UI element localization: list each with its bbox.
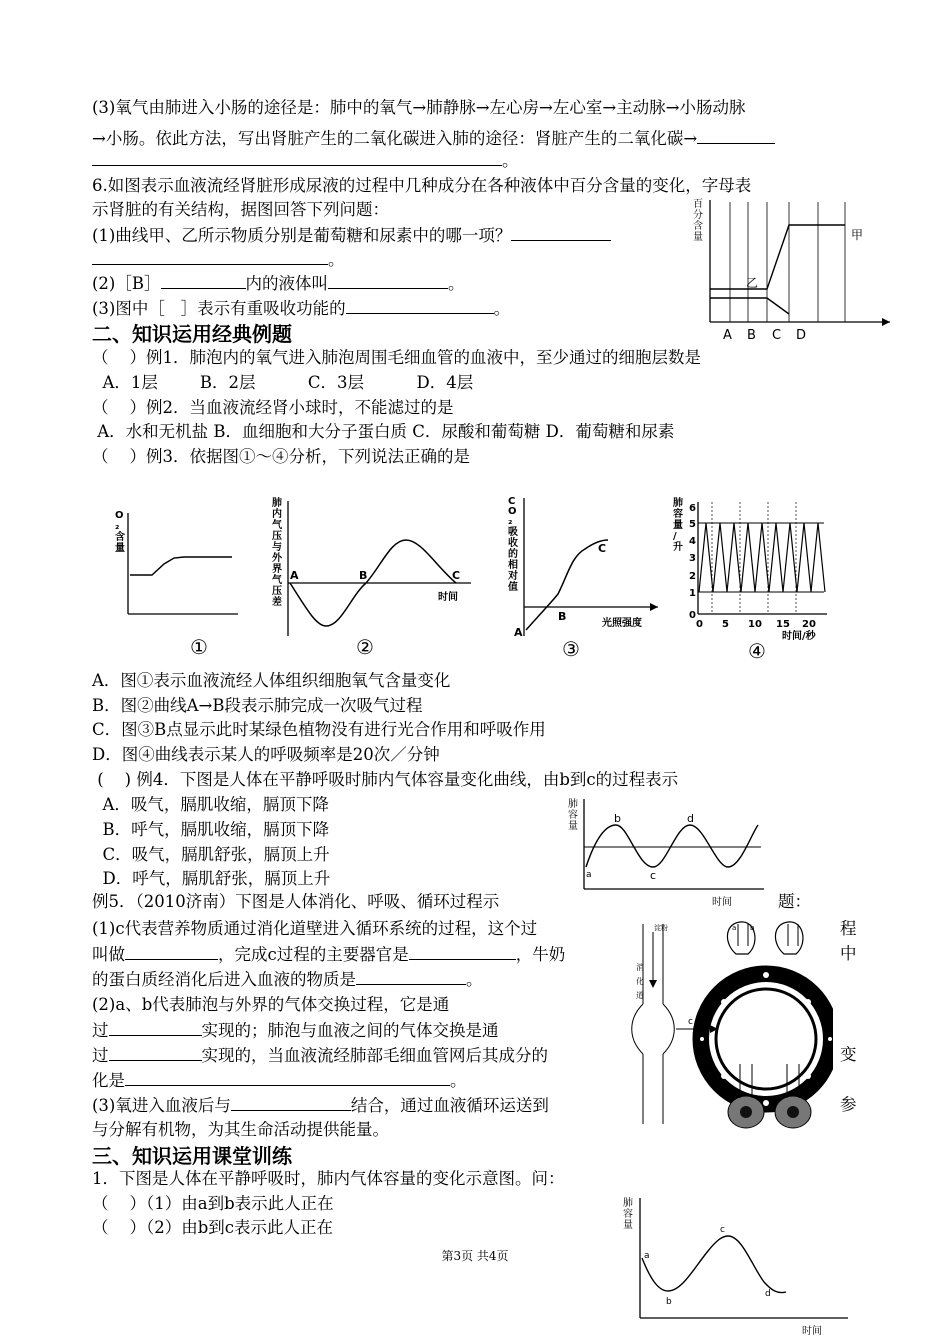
ex5-text: 实现的；肺泡与血液之间的气体交换是通 <box>201 1021 499 1040</box>
train-ylabel: 肺容量 <box>623 1198 633 1231</box>
example-4: ( ) 例4．下图是人体在平静呼吸时肺内气体容量变化曲线，由b到c的过程表示 <box>92 770 679 789</box>
ex5-text: 过 <box>92 1021 109 1040</box>
ex5-label-b: b <box>750 924 755 932</box>
ex5-text: ，完成c过程的主要器官是 <box>218 945 409 964</box>
example-4-option-c: C．吸气，膈肌舒张，膈顶上升 <box>92 845 330 864</box>
example-5-intro-end: 题： <box>778 892 811 911</box>
period: 。 <box>450 1071 467 1090</box>
co2-question-text: →小肠。依此方法，写出肾脏产生的二氧化碳进入肺的途径：肾脏产生的二氧化碳→ <box>92 129 698 148</box>
section-3-heading: 三、知识运用课堂训练 <box>92 1144 292 1168</box>
fig4-ylabel: 肺容量/升 <box>673 498 683 553</box>
figure-3-co2-absorption <box>500 494 660 662</box>
fig2-number: ② <box>356 635 374 659</box>
ex5-label-a: a <box>732 924 737 932</box>
period: 。 <box>328 250 345 269</box>
example-1-options: A．1层 B．2层 C．3层 D．4层 <box>92 373 474 392</box>
fig2-point-a: A <box>290 569 299 582</box>
ex5-tract-label: 消化道 <box>636 963 644 1000</box>
example-1: （ ）例1．肺泡内的氧气进入肺泡周围毛细血管的血液中，至少通过的细胞层数是 <box>92 348 701 367</box>
answer-blank[interactable] <box>356 968 466 985</box>
example-3: （ ）例3．依据图①～④分析，下列说法正确的是 <box>92 447 470 466</box>
example-5-q1b <box>92 943 565 966</box>
q6-sub-3-text: (3)图中［ ］表示有重吸收功能的 <box>92 299 346 318</box>
fig4-xtick: 15 <box>776 619 790 630</box>
answer-blank[interactable] <box>92 248 328 265</box>
example-4-option-a: A．吸气，膈肌收缩，膈顶下降 <box>92 795 329 814</box>
answer-blank[interactable] <box>109 1044 202 1061</box>
example-4-option-b: B．呼气，膈肌收缩，膈顶下降 <box>92 820 330 839</box>
q6-sub-2-text: (2)［B］ <box>92 274 161 293</box>
example-4-option-d: D．呼气，膈肌舒张，膈顶上升 <box>92 869 331 888</box>
ex5-text: 结合，通过血液循环运送到 <box>350 1096 549 1115</box>
fig2-ylabel: 肺内气压与外界气压差 <box>272 498 282 608</box>
fig4-xlabel: 时间/秒 <box>782 631 816 642</box>
period: 。 <box>448 274 465 293</box>
answer-blank[interactable] <box>125 943 218 960</box>
answer-blank[interactable] <box>109 1019 202 1036</box>
fig3-point-c: C <box>598 542 607 555</box>
q6-sub-3 <box>92 297 510 320</box>
kidney-x-B: B <box>747 328 756 343</box>
ex5-label-c: c <box>688 1017 693 1027</box>
fig3-point-a: A <box>514 626 523 639</box>
ex4-point-d: d <box>687 812 694 825</box>
example-5-q1a-r: 程 <box>840 919 857 938</box>
line-co2-question <box>92 127 775 150</box>
kidney-curve-label-a: 甲 <box>851 228 864 242</box>
q6-sub-1-text: (1)曲线甲、乙所示物质分别是葡萄糖和尿素中的哪一项？ <box>92 226 512 245</box>
fig4-ytick: 6 <box>689 503 696 514</box>
line-oxygen-path: (3)氧气由肺进入小肠的途径是：肺中的氧气→肺静脉→左心房→左心室→主动脉→小肠动脉 <box>92 98 746 117</box>
ex5-text: 过 <box>92 1046 109 1065</box>
q6-sub-1-cont <box>92 248 345 271</box>
fig2-point-c: C <box>452 569 461 582</box>
example-5-q1b-r: 中 <box>840 944 857 963</box>
example-5-q3a <box>92 1094 549 1117</box>
answer-blank[interactable] <box>231 1094 351 1111</box>
answer-blank[interactable] <box>125 1069 450 1086</box>
train-point-c: c <box>720 1225 725 1235</box>
training-1-q1: （ ）（1）由a到b表示此人正在 <box>92 1194 334 1213</box>
period: 。 <box>466 970 483 989</box>
period: 。 <box>493 299 511 318</box>
train-point-b: b <box>666 1297 672 1307</box>
ex5-text: 实现的，当血液流经肺部毛细血管网后其成分的 <box>201 1046 548 1065</box>
fig1-number: ① <box>190 635 208 658</box>
fig4-xtick: 20 <box>802 619 816 630</box>
fig4-number: ④ <box>748 639 766 663</box>
fig4-xtick: 10 <box>748 619 762 630</box>
line-co2-blank <box>92 149 519 172</box>
answer-blank[interactable] <box>92 149 502 166</box>
ex5-text: ，牛奶 <box>515 945 566 964</box>
q6-sub-1 <box>92 224 611 247</box>
q6-sub-2-text2: 内的液体叫 <box>245 274 328 293</box>
ex5-text: (3)氧进入血液后与 <box>92 1096 231 1115</box>
kidney-ylabel: 百分含量 <box>693 199 703 243</box>
q6-sub-2 <box>92 272 465 295</box>
example-3-option-c: C．图③B点显示此时某绿色植物没有进行光合作用和呼吸作用 <box>92 720 546 739</box>
figure-1-o2-content <box>112 508 242 658</box>
ex4-point-c: c <box>650 869 657 882</box>
train-point-d: d <box>765 1289 771 1299</box>
fig2-xlabel: 时间 <box>438 592 458 603</box>
example-2-options: A．水和无机盐 B．血细胞和大分子蛋白质 C．尿酸和葡萄糖 D．葡萄糖和尿素 <box>92 422 675 441</box>
fig4-ytick: 2 <box>689 571 696 582</box>
fig3-point-b: B <box>558 610 567 623</box>
fig4-ytick: 4 <box>689 536 696 547</box>
example-5-q2a: (2)a、b代表肺泡与外界的气体交换过程，它是通 <box>92 995 450 1014</box>
training-lung-volume-chart <box>620 1196 852 1340</box>
answer-blank[interactable] <box>409 943 516 960</box>
ex5-text: 叫做 <box>92 945 125 964</box>
fig4-ytick: 1 <box>689 588 696 599</box>
example-5-q1c <box>92 968 483 991</box>
kidney-curve-label-b: 乙 <box>746 276 759 290</box>
example-5-q2d <box>92 1069 467 1092</box>
section-2-heading: 二、知识运用经典例题 <box>92 322 292 346</box>
training-1-q2: （ ）（2）由b到c表示此人正在 <box>92 1218 334 1237</box>
example-3-option-a: A．图①表示血液流经人体组织细胞氧气含量变化 <box>92 671 451 690</box>
train-point-a: a <box>644 1251 650 1261</box>
answer-blank[interactable] <box>511 224 611 241</box>
example-5-q2c-r: 变 <box>840 1045 857 1064</box>
example-5-q1a: (1)c代表营养物质通过消化道壁进入循环系统的过程，这个过 <box>92 919 538 938</box>
example-5-intro: 例5．（2010济南）下图是人体消化、呼吸、循环过程示 <box>92 892 500 911</box>
train-xlabel: 时间 <box>802 1326 822 1337</box>
fig4-ytick: 0 <box>689 610 696 621</box>
answer-blank[interactable] <box>346 297 494 314</box>
page-footer: 第3页 共4页 <box>441 1249 509 1263</box>
answer-blank[interactable] <box>328 272 448 289</box>
kidney-x-D: D <box>796 328 807 343</box>
training-1: 1．下图是人体在平静呼吸时，肺内气体容量的变化示意图。问： <box>92 1169 565 1188</box>
fig4-ytick: 3 <box>689 553 696 564</box>
ex5-text: 的蛋白质经消化后进入血液的物质是 <box>92 970 356 989</box>
ex4-ylabel: 肺容量 <box>568 799 578 832</box>
kidney-x-C: C <box>772 328 782 343</box>
example-5-q2b <box>92 1019 499 1042</box>
fig3-ylabel: C O ₂ 吸收的相对值 <box>508 496 518 593</box>
answer-blank[interactable] <box>697 127 775 144</box>
example-3-option-b: B．图②曲线A→B段表示肺完成一次吸气过程 <box>92 696 423 715</box>
fig1-ylabel: O ₂ 含量 <box>115 510 125 554</box>
kidney-x-A: A <box>723 328 732 343</box>
ex4-point-b: b <box>614 812 621 825</box>
fig4-xtick: 5 <box>722 619 729 630</box>
example-3-option-d: D．图④曲线表示某人的呼吸频率是20次／分钟 <box>92 745 440 764</box>
example-5-q3a-r: 参 <box>840 1095 857 1114</box>
example-5-q3b: 与分解有机物，为其生命活动提供能量。 <box>92 1120 389 1139</box>
example-5-circulation-diagram <box>628 914 833 1134</box>
example-5-q2c <box>92 1044 548 1067</box>
fig2-point-b: B <box>359 569 368 582</box>
period: 。 <box>502 151 519 170</box>
example-4-lung-volume-chart <box>566 797 766 909</box>
fig3-xlabel: 光照强度 <box>602 618 642 629</box>
q6-intro-1: 6.如图表示血液流经肾脏形成尿液的过程中几种成分在各种液体中百分含量的变化，字母表 <box>92 176 752 195</box>
q6-intro-2: 示肾脏的有关结构，据图回答下列问题： <box>92 200 389 219</box>
figure-2-air-pressure <box>266 496 478 661</box>
figure-4-lung-volume <box>672 494 832 664</box>
answer-blank[interactable] <box>161 272 246 289</box>
fig4-xtick: 0 <box>696 619 703 630</box>
kidney-component-chart <box>690 192 895 344</box>
ex4-point-a: a <box>586 870 592 880</box>
example-2: （ ）例2．当血液流经肾小球时，不能滤过的是 <box>92 398 454 417</box>
fig3-number: ③ <box>562 637 580 661</box>
ex5-text: 化是 <box>92 1071 125 1090</box>
ex4-xlabel: 时间 <box>712 897 732 908</box>
fig4-ytick: 5 <box>689 519 696 530</box>
ex5-starch-label: 淀粉 <box>654 924 668 932</box>
